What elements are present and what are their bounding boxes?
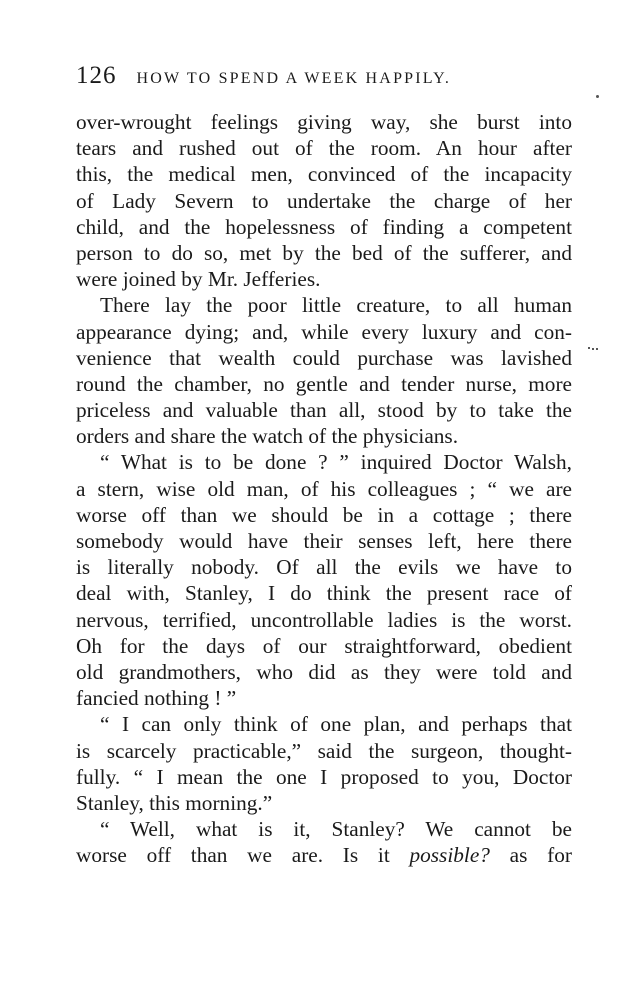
text-line: is literally nobody. Of all the evils we have to [76,555,572,580]
text-line: fancied nothing ! ” [76,686,237,711]
text-line: a stern, wise old man, of his colleagues ; “ we are [76,476,572,501]
text-line: of Lady Severn to undertake the charge of her [76,188,572,213]
body-text [76,109,572,868]
text-line: priceless and valuable than all, stood by to take the [76,398,572,423]
text-line: deal with, Stanley, I do think the present race of [76,581,572,606]
running-header [76,62,576,92]
text-line: child, and the hopelessness of finding a competent [76,214,572,239]
text-line: worse off than we should be in a cottage ; there [76,502,572,527]
text-segment: as for [489,843,572,868]
text-line: is scarcely practicable,” said the surgeon, thought- [76,738,572,763]
text-line: this, the medical men, convinced of the incapacity [76,162,572,187]
text-line: Stanley, this morning.” [76,790,273,815]
text-segment: worse off than we are. Is it [76,843,410,868]
text-line: tears and rushed out of the room. An hour after [76,136,572,161]
text-line: There lay the poor little creature, to all human [100,293,572,318]
text-line: fully. “ I mean the one I proposed to you, Doctor [76,764,572,789]
text-line: over-wrought feelings giving way, she burst into [76,110,572,134]
ink-specks [588,345,598,351]
text-line: Oh for the days of our straightforward, obedient [76,633,572,658]
text-line: “ I can only think of one plan, and perhaps that [100,712,572,737]
text-line [76,842,572,868]
text-line: appearance dying; and, while every luxury and con- [76,319,572,344]
text-line: somebody would have their senses left, here there [76,529,572,553]
text-line: person to do so, met by the bed of the sufferer, and [76,240,572,265]
text-line: were joined by Mr. Jefferies. [76,267,321,292]
text-line: round the chamber, no gentle and tender nurse, more [76,371,572,396]
text-line: “ Well, what is it, Stanley? We cannot be [100,817,572,842]
text-line: old grandmothers, who did as they were told and [76,659,572,684]
page-number: 126 [76,62,117,89]
text-line: nervous, terrified, uncontrollable ladies is the worst. [76,607,572,632]
ink-speck [596,95,599,98]
text-line: orders and share the watch of the physicians. [76,424,459,449]
running-title: HOW TO SPEND A WEEK HAPPILY. [136,70,452,87]
text-line: “ What is to be done ? ” inquired Doctor Walsh, [100,450,572,475]
text-line: venience that wealth could purchase was lavished [76,345,572,370]
italic-word: possible? [409,843,490,868]
